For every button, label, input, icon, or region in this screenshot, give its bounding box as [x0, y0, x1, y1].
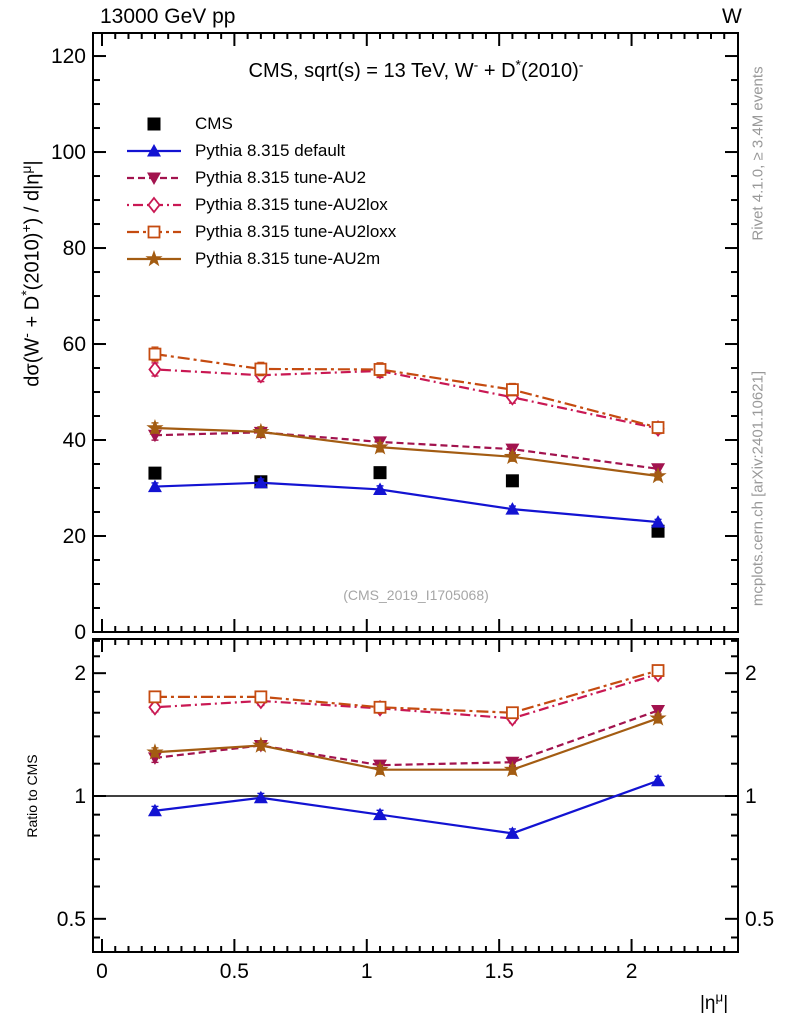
ratio-axis-tick-label: 0.5	[56, 907, 86, 931]
y-axis-label-ratio: Ratio to CMS	[24, 754, 40, 838]
legend-label: CMS	[195, 113, 233, 133]
x-axis-label: $|\eta^\mu|$	[700, 989, 729, 1014]
legend-swatch	[126, 168, 182, 188]
square-marker	[148, 467, 161, 480]
x-axis-tick-label: 0.5	[219, 960, 249, 983]
legend-item	[126, 137, 396, 164]
x-axis-tick-label: 0	[96, 960, 108, 983]
square-open-marker	[255, 363, 266, 374]
y-axis-tick-label: 80	[62, 237, 86, 261]
ratio-axis-tick-label: 1	[74, 785, 86, 808]
beam-energy-label: 13000 GeV pp	[100, 5, 236, 28]
legend-swatch	[126, 114, 182, 134]
triangle-up-marker	[651, 774, 665, 787]
process-label: W	[722, 5, 742, 28]
square-open-marker	[149, 691, 160, 702]
legend-label: Pythia 8.315 tune-AU2loxx	[195, 221, 397, 241]
diamond-open-marker	[149, 362, 160, 376]
main-curve-pythia-8-315-default	[155, 483, 658, 522]
x-axis-tick-label: 2	[625, 960, 638, 983]
ratio-curve-pythia-8-315-tune-au2loxx	[155, 671, 658, 713]
square-open-marker	[149, 226, 160, 237]
square-open-marker	[375, 702, 386, 713]
y-axis-tick-label: 0	[74, 621, 86, 644]
ratio-axis-tick-label: 2	[74, 662, 86, 686]
legend-swatch	[126, 141, 182, 161]
y-axis-tick-label: 60	[62, 333, 86, 357]
diamond-open-marker	[149, 198, 160, 212]
legend-item	[126, 191, 396, 218]
legend	[126, 110, 396, 272]
square-open-marker	[149, 349, 160, 360]
legend-item	[126, 245, 396, 272]
square-open-marker	[507, 707, 518, 718]
main-curve-pythia-8-315-tune-au2loxx	[155, 354, 658, 427]
ratio-curve-pythia-8-315-tune-au2m	[155, 718, 658, 769]
analysis-id-watermark: (CMS_2019_I1705068)	[343, 587, 489, 603]
x-axis-tick-label: 1.5	[484, 960, 514, 983]
legend-swatch	[126, 195, 182, 215]
y-axis-tick-label: 40	[62, 429, 86, 453]
square-marker	[374, 466, 387, 479]
legend-label: Pythia 8.315 tune-AU2	[195, 167, 367, 187]
square-open-marker	[653, 665, 664, 676]
ratio-axis-tick-label-right: 1	[745, 785, 757, 808]
legend-swatch	[126, 249, 182, 269]
square-open-marker	[507, 384, 518, 395]
ratio-curve-pythia-8-315-default	[155, 781, 658, 834]
ratio-curve-pythia-8-315-tune-au2	[155, 711, 658, 766]
legend-swatch	[126, 222, 182, 242]
ratio-axis-tick-label-right: 0.5	[745, 907, 775, 931]
x-axis-tick-label: 1	[360, 960, 373, 983]
star-marker	[147, 251, 161, 265]
y-axis-tick-label: 100	[50, 141, 86, 165]
rivet-version-note: Rivet 4.1.0, ≥ 3.4M events	[749, 66, 767, 241]
square-open-marker	[375, 364, 386, 375]
square-open-marker	[653, 422, 664, 433]
legend-item	[126, 218, 396, 245]
y-axis-tick-label: 120	[50, 45, 86, 69]
square-marker	[148, 117, 161, 130]
main-curve-pythia-8-315-tune-au2lox	[155, 369, 658, 428]
legend-label: Pythia 8.315 tune-AU2lox	[195, 194, 388, 214]
legend-label: Pythia 8.315 tune-AU2m	[195, 248, 381, 268]
main-curve-pythia-8-315-tune-au2	[155, 432, 658, 468]
y-axis-label-main: $d\sigma(W^- + D^*(2010)^+) / d|\eta^\mu|$	[17, 160, 44, 387]
ratio-axis-tick-label-right: 2	[745, 662, 757, 686]
legend-label: Pythia 8.315 default	[195, 140, 346, 160]
square-open-marker	[255, 691, 266, 702]
legend-item	[126, 164, 396, 191]
plot-title: CMS, sqrt(s) = 13 TeV, W- + D*(2010)-	[248, 56, 584, 82]
square-marker	[506, 474, 519, 487]
triangle-up-marker	[254, 791, 268, 804]
legend-item	[126, 110, 396, 137]
mcplots-arxiv-note: mcplots.cern.ch [arXiv:2401.10621]	[749, 370, 767, 607]
main-curve-pythia-8-315-tune-au2m	[155, 428, 658, 476]
y-axis-tick-label: 20	[62, 525, 86, 549]
